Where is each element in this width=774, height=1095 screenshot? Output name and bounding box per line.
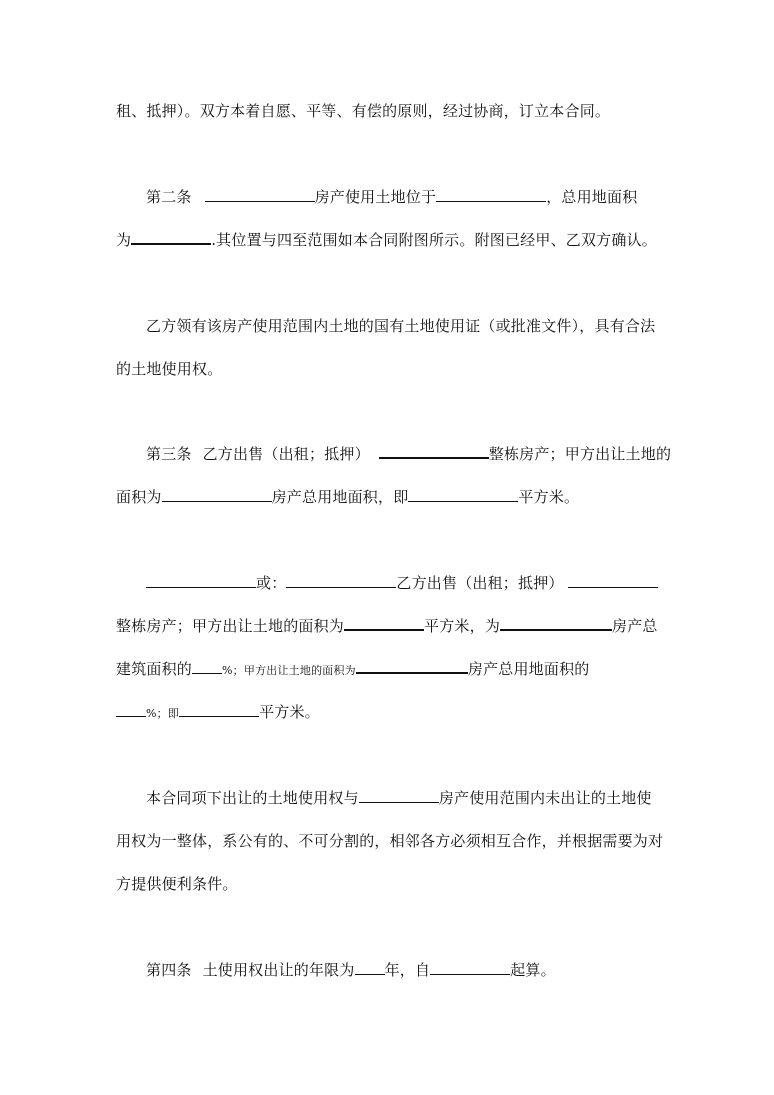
alt-line-2 [116,614,658,638]
fill-blank [408,486,518,502]
fill-blank [430,959,510,975]
text: 用权为一整体，系公有的、不可分割的，相邻各方必须相互合作，并根据需要为对 [116,832,664,850]
article-2-line-1 [146,185,637,209]
text: 租、抵押）。双方本着自愿、平等、有偿的原则，经过协商，订立本合同。 [116,102,611,120]
article-label: 第二条 [146,188,192,206]
paragraph-line [116,357,222,381]
text: 乙方领有该房产使用范围内土地的国有土地使用证（或批准文件），具有合法 [146,317,656,335]
paragraph-line [116,829,663,853]
fill-blank [146,572,256,588]
text: 方提供便利条件。 [116,875,238,893]
text: 房产总用地面积的 [467,660,590,678]
fill-blank [379,442,489,459]
fill-blank [359,787,439,803]
paragraph-line [146,314,655,338]
article-3-line-2 [116,485,579,509]
text: 本合同项下出让的土地使用权与 [146,789,359,807]
text: 起算。 [510,961,556,979]
text: 整栋房产；甲方出让土地的面积为 [116,617,345,635]
fill-blank [500,614,612,631]
text: 或： [256,574,287,592]
text-line [116,99,610,123]
fill-blank [116,701,146,717]
fill-blank [436,186,546,202]
fill-blank [286,572,396,588]
text: 房产总用地面积，即 [271,488,409,506]
text: %；甲方出让土地的面积为 [222,664,356,677]
alt-line-4 [116,700,320,724]
fill-blank [356,657,468,674]
text: 面积为 [116,488,162,506]
article-2-line-2 [116,228,657,252]
fill-blank [205,186,315,202]
fill-blank [568,572,658,588]
text: 平方米。 [259,703,320,721]
article-label: 第四条 [146,961,192,979]
text: 平方米，为 [424,617,501,635]
text: 为 [116,231,132,249]
text: %；即 [146,707,180,720]
text: .其位置与四至范围如本合同附图所示。附图已经甲、乙双方确认。 [211,231,657,249]
fill-blank [344,614,424,631]
text: 房产使用范围内未出让的土地使 [438,789,652,807]
fill-blank [355,959,385,975]
text: 乙方出售（出租；抵押） [202,445,370,463]
text: 平方米。 [518,488,580,506]
fill-blank [131,228,211,245]
text: ，总用地面积 [546,188,638,206]
text: 年，自 [384,961,431,979]
article-label: 第三条 [146,445,192,463]
text: 乙方出售（出租；抵押） [396,574,564,592]
alt-line-3 [116,657,589,681]
alt-line-1 [146,571,658,595]
paragraph-line [146,786,652,810]
fill-blank [162,486,272,502]
article-3-line-1 [146,442,671,466]
fill-blank [179,701,259,717]
paragraph-line [116,872,238,896]
fill-blank [192,658,222,674]
text: 整栋房产；甲方出让土地的 [488,445,672,463]
text: 房产总 [612,617,658,635]
text: 土使用权出让的年限为 [202,961,355,979]
article-4-line-1 [146,958,556,982]
text: 建筑面积的 [116,660,193,678]
text: 的土地使用权。 [116,360,223,378]
text: 房产使用土地位于 [314,188,437,206]
